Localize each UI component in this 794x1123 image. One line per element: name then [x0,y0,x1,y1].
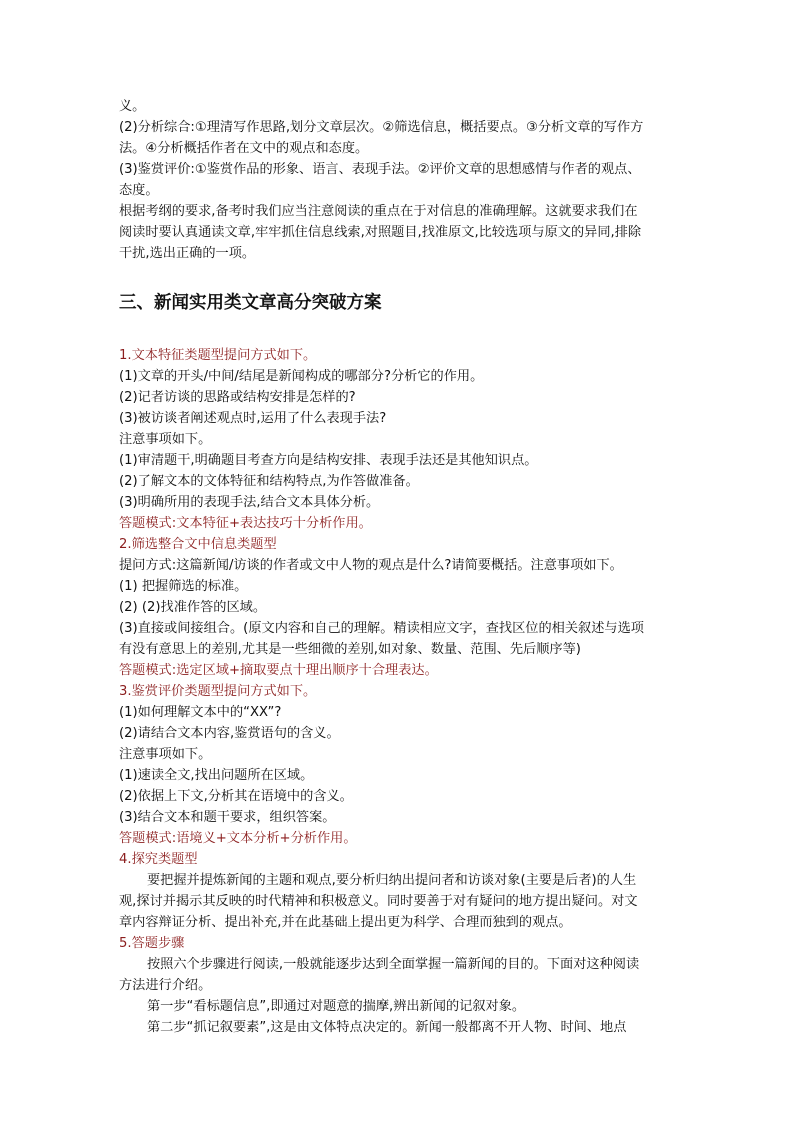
body-line: 观,探讨并揭示其反映的时代精神和积极意义。同时要善于对有疑问的地方提出疑问。对文 [119,894,638,909]
body-line: (3)直接或间接组合。(原文内容和自己的理解。精读相应文字，查找区位的相关叙述与选项 [119,621,644,636]
body-line: (1)文章的开头/中间/结尾是新闻构成的哪部分?分析它的作用。 [119,369,484,384]
intro-line: 干扰,选出正确的一项。 [119,246,256,261]
section-heading-line: 答题模式:选定区域+摘取要点十理出顺序十合理表达。 [119,663,438,678]
body-line: 章内容辩证分析、提出补充,并在此基础上提出更为科学、合理而独到的观点。 [119,915,572,930]
section-heading-line: 2.筛选整合文中信息类题型 [119,537,277,552]
body-line: 按照六个步骤进行阅读,一般就能逐步达到全面掌握一篇新闻的目的。下面对这种阅读 [147,957,640,972]
section-heading-line: 答题模式:文本特征+表达技巧十分析作用。 [119,516,372,531]
intro-line: 态度。 [119,183,159,198]
body-line: 方法进行介绍。 [119,978,212,993]
section-heading-line: 1.文本特征类题型提问方式如下。 [119,348,317,363]
document-page [119,96,679,1038]
body-line: (2)了解文本的文体特征和结构特点,为作答做准备。 [119,474,419,489]
body-line: 第二步“抓记叙要素”,这是由文体特点决定的。新闻一般都离不开人物、时间、地点 [147,1020,627,1035]
body-line: (3)结合文本和题干要求，组织答案。 [119,810,336,825]
intro-line: (2)分析综合:①理清写作思路,划分文章层次。②筛选信息，概括要点。③分析文章的写作方 [119,120,644,135]
body-line: (2)记者访谈的思路或结构安排是怎样的? [119,390,356,405]
body-line: (2)请结合文本内容,鉴赏语句的含义。 [119,726,340,741]
body-line: (1)如何理解文本中的“XX”? [119,705,282,720]
intro-line: 义。 [119,99,146,114]
body-line: 注意事项如下。 [119,747,212,762]
body-line: 注意事项如下。 [119,432,212,447]
body-line: (1)速读全文,找出问题所在区域。 [119,768,314,783]
body-block [119,345,679,1038]
section-heading-line: 4.探究类题型 [119,852,198,867]
section-title: 三、新闻实用类文章高分突破方案 [119,293,382,313]
body-line: 提问方式:这篇新闻/访谈的作者或文中人物的观点是什么?请简要概括。注意事项如下。 [119,558,623,573]
body-line: (1)审清题干,明确题目考查方向是结构安排、表现手法还是其他知识点。 [119,453,538,468]
intro-line: 根据考纲的要求,备考时我们应当注意阅读的重点在于对信息的准确理解。这就要求我们在 [119,204,638,219]
body-line: 要把握并提炼新闻的主题和观点,要分析归纳出提问者和访谈对象(主要是后者)的人生 [147,873,637,888]
section-heading-line: 3.鉴赏评价类题型提问方式如下。 [119,684,317,699]
section-heading-line: 5.答题步骤 [119,936,185,951]
intro-block [119,96,679,264]
body-line: (3)被访谈者阐述观点时,运用了什么表现手法? [119,411,387,426]
body-line: (2) (2)找准作答的区域。 [119,600,267,615]
body-line: 有没有意思上的差别,尤其是一些细微的差别,如对象、数量、范围、先后顺序等) [119,642,581,657]
body-line: (1) 把握筛选的标准。 [119,579,248,594]
section-heading-line: 答题模式:语境义+文本分析+分析作用。 [119,831,357,846]
intro-line: 阅读时要认真通读文章,牢牢抓住信息线索,对照题目,找准原文,比较选项与原文的异同,排除 [119,225,642,240]
body-line: (2)依据上下文,分析其在语境中的含义。 [119,789,353,804]
intro-line: (3)鉴赏评价:①鉴赏作品的形象、语言、表现手法。②评价文章的思想感情与作者的观点、 [119,162,641,177]
body-line: 第一步“看标题信息”,即通过对题意的揣摩,辨出新闻的记叙对象。 [147,999,526,1014]
intro-line: 法。④分析概括作者在文中的观点和态度。 [119,141,369,156]
body-line: (3)明确所用的表现手法,结合文本具体分析。 [119,495,380,510]
